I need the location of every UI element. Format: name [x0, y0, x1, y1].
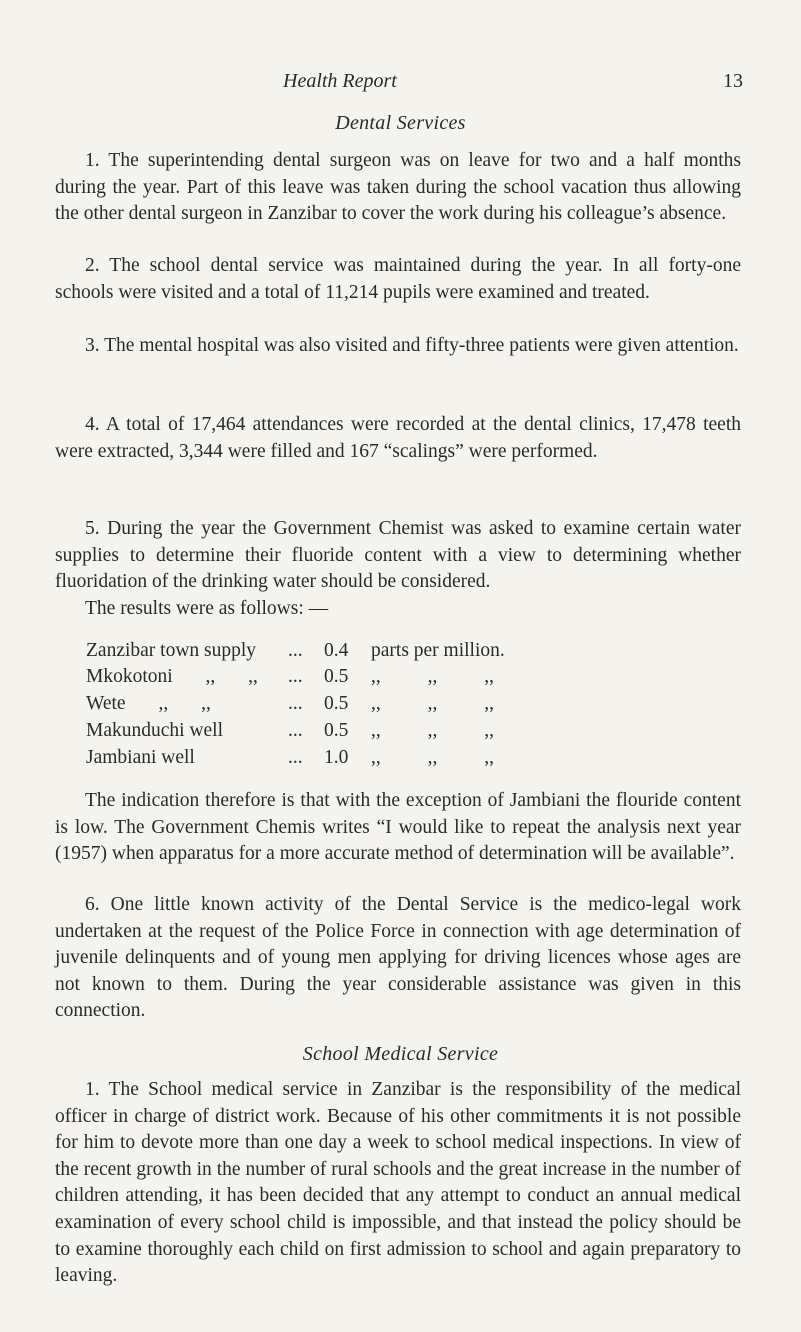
page-number: 13 [723, 70, 743, 92]
dental-paragraph-2: 2. The school dental service was maintained during the year. In all forty-one schools were visited and a total of 11,214 pupils were examined and treated. [55, 255, 741, 303]
results-row [86, 666, 746, 692]
results-leader-dots: ... [288, 693, 303, 714]
dental-paragraph-3: 3. The mental hospital was also visited and fifty-three patients were given attention. [85, 335, 739, 356]
results-value: 0.5 [324, 693, 349, 714]
results-unit: ,, ,, ,, [371, 693, 494, 714]
results-leader-dots: ... [288, 720, 303, 741]
results-row [86, 693, 746, 719]
results-leader-dots: ... [288, 747, 303, 768]
dental-paragraph-5: 5. During the year the Government Chemist was asked to examine certain water supplies to determine their fluoride content with a view to determining whether fluoridation of the drinking water should be considered. [55, 518, 741, 593]
dental-paragraph-1: 1. The superintending dental surgeon was on leave for two and a half months during the year. Part of this leave was taken during the school vacation thus allowing the other dental surgeon in Zanzibar to cover the work during his colleague’s absence. [55, 150, 741, 225]
school-medical-heading: School Medical Service [302, 1043, 499, 1065]
results-unit: ,, ,, ,, [371, 666, 494, 687]
school-medical-paragraph-1: 1. The School medical service in Zanzibar is the responsibility of the medical officer in charge of district work. Because of his other commitments it is not possible for him to devote more than one day a week to school medical inspections. In view of the recent growth in the number of rural schools and the great increase in the number of children attending, it has been decided that any attempt to conduct an annual medical examination of every school child is impossible, and that instead the policy should be to examine thoroughly each child on first admission to school and again preparatory to leaving. [55, 1079, 741, 1287]
results-unit: ,, ,, ,, [371, 747, 494, 768]
results-conclusion: The indication therefore is that with the exception of Jambiani the flouride content is low. The Government Chemis writes “I would like to repeat the analysis next year (1957) when apparatus for a more accurate method of determination will be available”. [55, 790, 741, 865]
results-place: Jambiani well [86, 747, 195, 768]
dental-services-heading: Dental Services [335, 112, 466, 134]
dental-paragraph-6: 6. One little known activity of the Dental Service is the medico-legal work undertaken at the request of the Police Force in connection with age determination of juvenile delinquents and of young men applying for driving licences whose ages are not known to them. During the year considerable assistance was given in this connection. [55, 894, 741, 1022]
results-value: 1.0 [324, 747, 349, 768]
results-value: 0.5 [324, 720, 349, 741]
dental-paragraph-4: 4. A total of 17,464 attendances were recorded at the dental clinics, 17,478 teeth were extracted, 3,344 were filled and 167 “scalings” were performed. [55, 414, 741, 462]
results-place: Mkokotoni ,, ,, [86, 666, 258, 687]
results-unit: parts per million. [371, 640, 505, 661]
running-head [0, 70, 801, 100]
results-row [86, 747, 746, 773]
results-value: 0.4 [324, 640, 349, 661]
results-intro: The results were as follows: — [85, 598, 329, 619]
running-head-title: Health Report [283, 70, 397, 92]
results-place: Zanzibar town supply [86, 640, 257, 661]
results-leader-dots: ... [288, 666, 303, 687]
results-leader-dots: ... [288, 640, 303, 661]
results-value: 0.5 [324, 666, 349, 687]
results-row [86, 640, 746, 666]
results-unit: ,, ,, ,, [371, 720, 494, 741]
results-row [86, 720, 746, 746]
results-place: Makunduchi well [86, 720, 224, 741]
results-place: Wete ,, ,, [86, 693, 211, 714]
